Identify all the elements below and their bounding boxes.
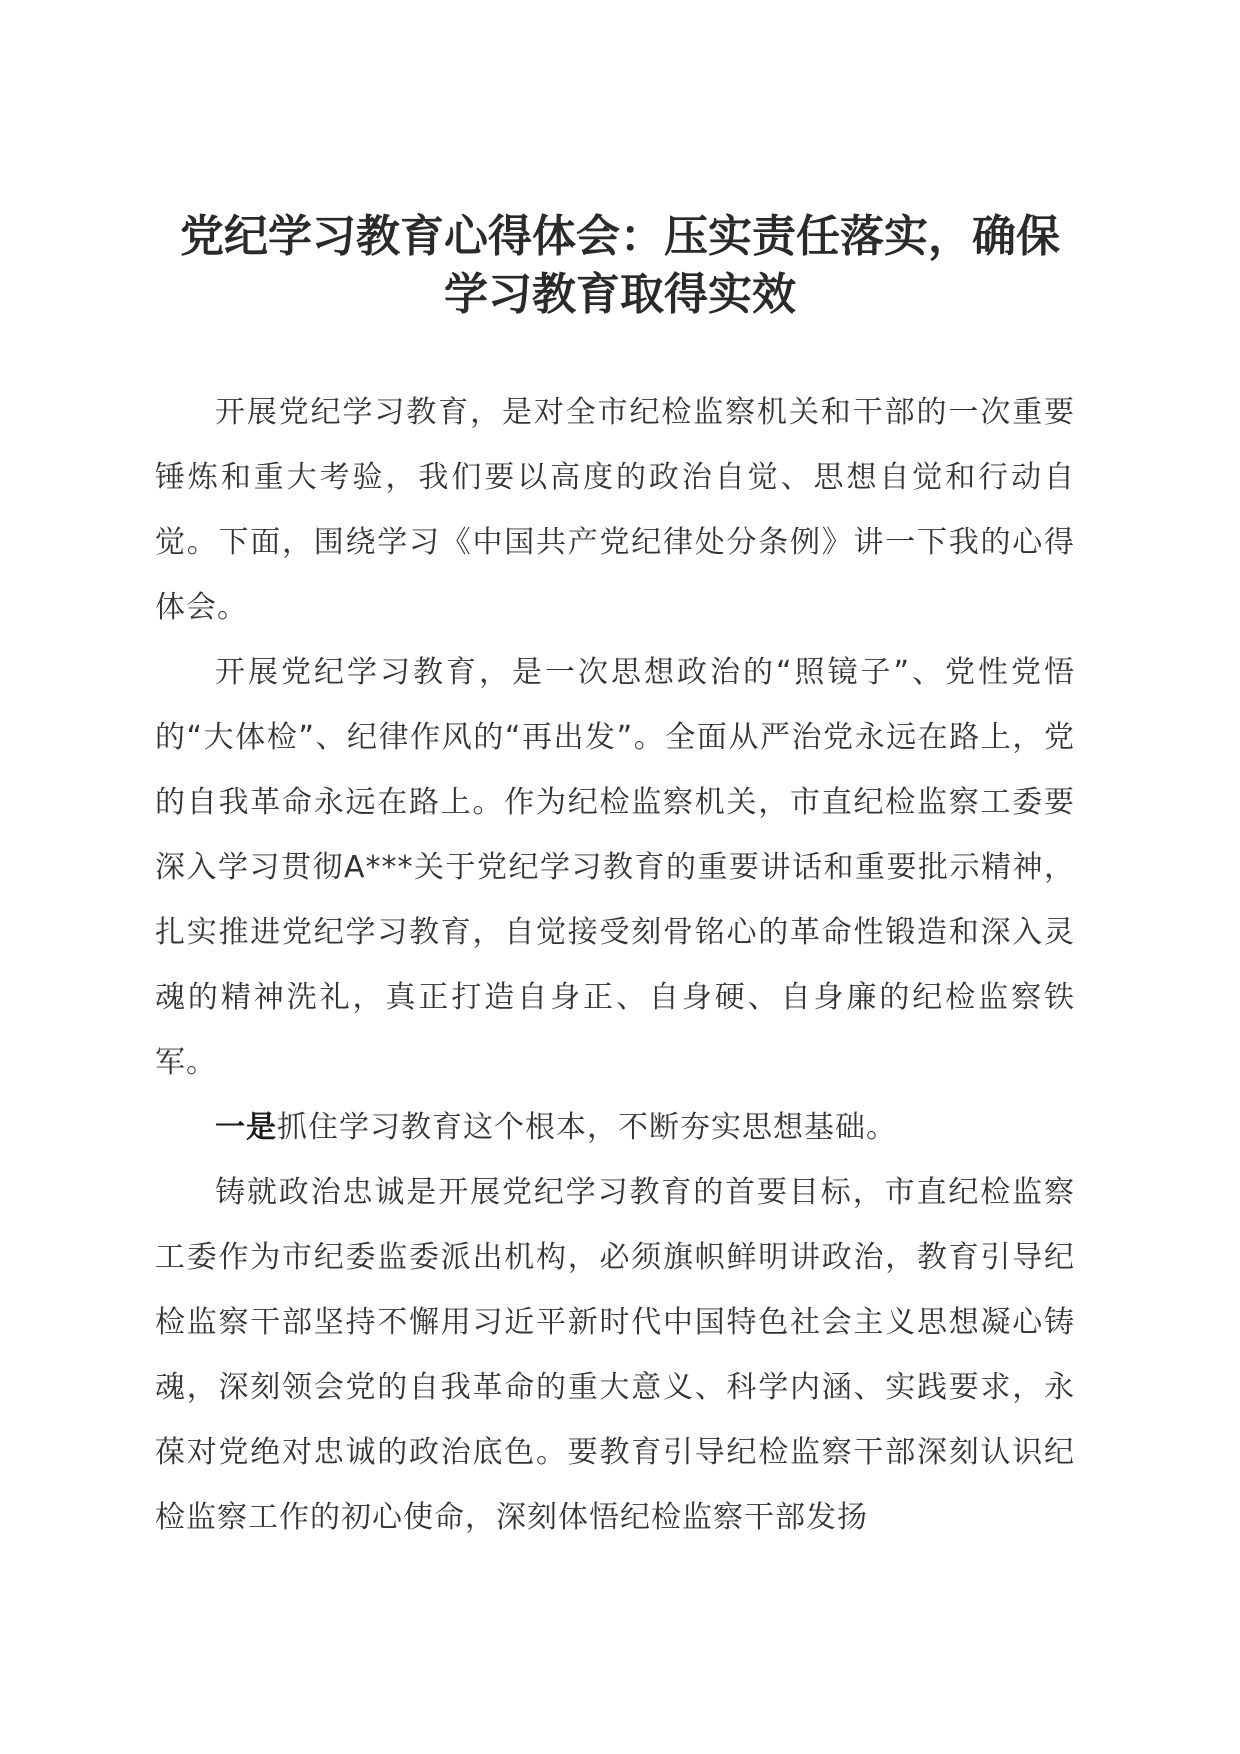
paragraph-lead: 一是 bbox=[215, 1110, 277, 1145]
title-line-1: 党纪学习教育心得体会：压实责任落实，确保 bbox=[180, 211, 1060, 262]
paragraph-point-one bbox=[155, 1095, 1075, 1160]
paragraph-text: 抓住学习教育这个根本，不断夯实思想基础。 bbox=[277, 1110, 897, 1145]
document-title bbox=[150, 208, 1090, 324]
paragraph-text: 开展党纪学习教育，是一次思想政治的“照镜子”、党性党悟的“大体检”、纪律作风的“再出发”。全面从严治党永远在路上，党的自我革命永远在路上。作为纪检监察机关，市直纪检监察工委要深入学习贯彻A***关于党纪学习教育的重要讲话和重要批示精神，扎实推进党纪学习教育，自觉接受刻骨铭心的革命性锻造和深入灵魂的精神洗礼，真正打造自身正、自身硬、自身廉的纪检监察铁军。 bbox=[155, 655, 1075, 1080]
document-body bbox=[155, 380, 1075, 1550]
paragraph-intro bbox=[155, 380, 1075, 640]
paragraph-text: 铸就政治忠诚是开展党纪学习教育的首要目标，市直纪检监察工委作为市纪委监委派出机构，必须旗帜鲜明讲政治，教育引导纪检监察干部坚持不懈用习近平新时代中国特色社会主义思想凝心铸魂，深刻领会党的自我革命的重大意义、科学内涵、实践要求，永葆对党绝对忠诚的政治底色。要教育引导纪检监察干部深刻认识纪检监察工作的初心使命，深刻体悟纪检监察干部发扬 bbox=[155, 1175, 1075, 1535]
paragraph-loyalty bbox=[155, 1160, 1075, 1550]
paragraph-significance bbox=[155, 640, 1075, 1095]
title-line-2: 学习教育取得实效 bbox=[444, 269, 796, 320]
paragraph-text: 开展党纪学习教育，是对全市纪检监察机关和干部的一次重要锤炼和重大考验，我们要以高度的政治自觉、思想自觉和行动自觉。下面，围绕学习《中国共产党纪律处分条例》讲一下我的心得体会。 bbox=[155, 395, 1075, 625]
